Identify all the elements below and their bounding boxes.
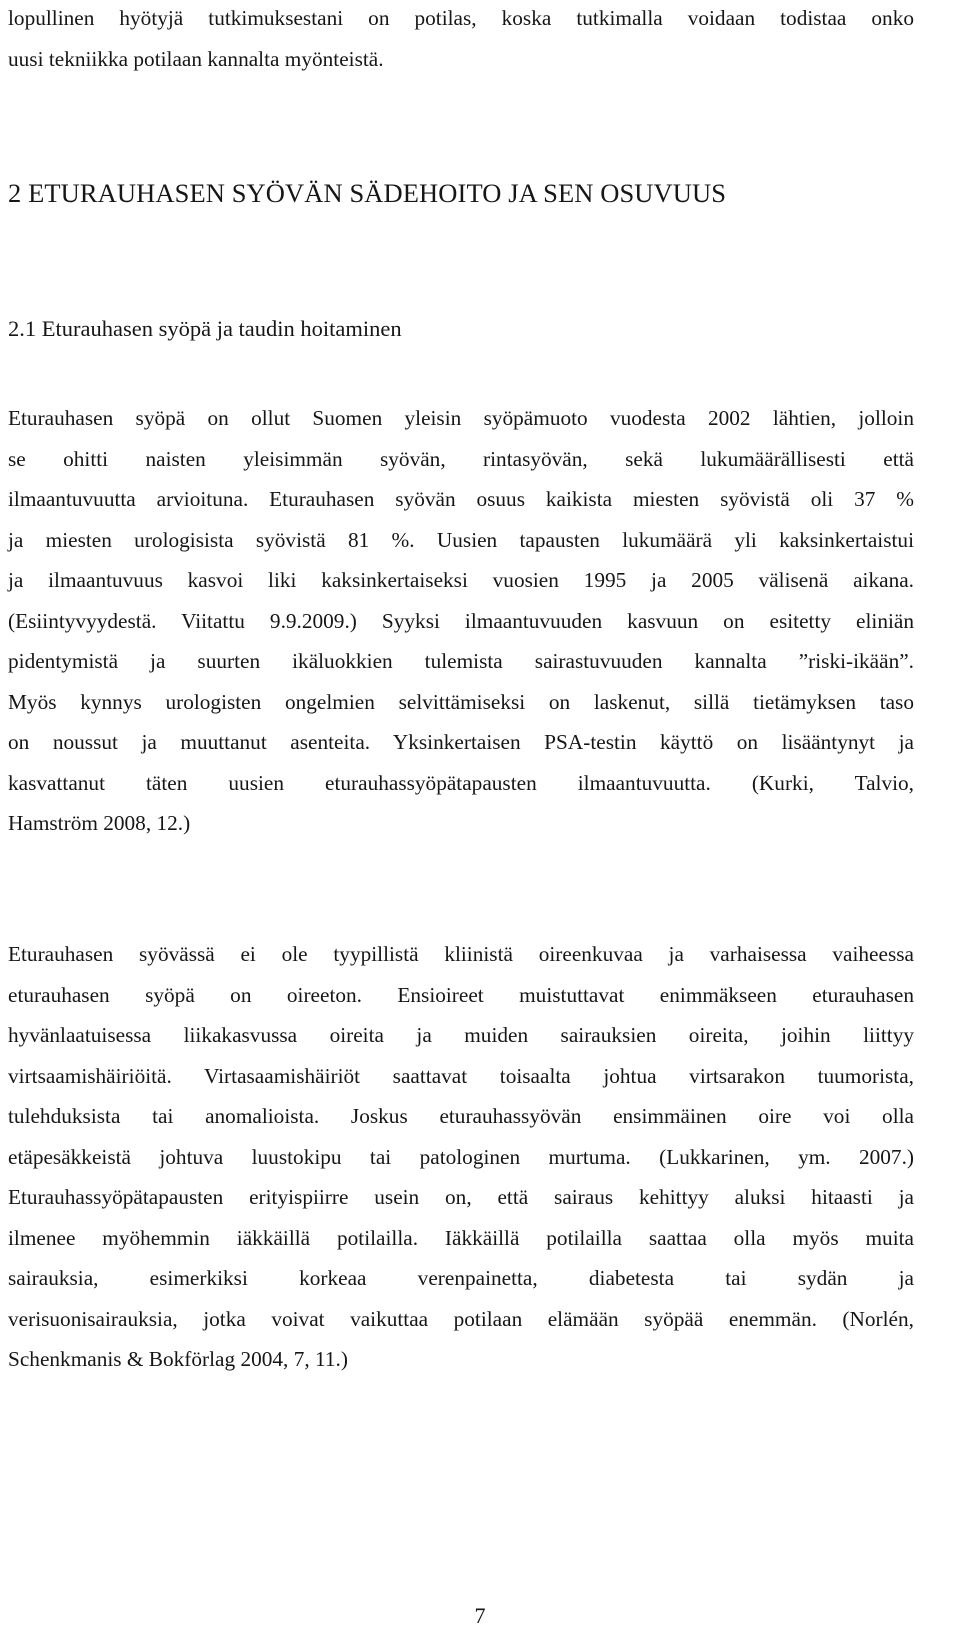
text-line: ilmaantuvuutta arvioituna. Eturauhasen syövän osuus kaikista miesten syövistä oli 37 %	[8, 487, 914, 511]
body-paragraph-2	[8, 934, 914, 1380]
text-line: Eturauhassyöpätapausten erityispiirre usein on, että sairaus kehittyy aluksi hitaasti ja	[8, 1185, 914, 1209]
text-line: eturauhasen syöpä on oireeton. Ensioireet muistuttavat enimmäkseen eturauhasen	[8, 982, 914, 1007]
text-line: Schenkmanis & Bokförlag 2004, 7, 11.)	[8, 1347, 348, 1371]
text-line: Hamström 2008, 12.)	[8, 811, 191, 835]
text-line: kasvattanut täten uusien eturauhassyöpätapausten ilmaantuvuutta. (Kurki, Talvio,	[8, 770, 914, 795]
text-line: Myös kynnys urologisten ongelmien selvittämiseksi on laskenut, sillä tietämyksen taso	[8, 689, 914, 714]
text-line: verisuonisairauksia, jotka voivat vaikuttaa potilaan elämään syöpää enemmän. (Norlén,	[8, 1306, 914, 1331]
text-line: lopullinen hyötyjä tutkimuksestani on potilas, koska tutkimalla voidaan todistaa onko	[8, 6, 914, 30]
text-line: se ohitti naisten yleisimmän syövän, rintasyövän, sekä lukumäärällisesti että	[8, 446, 914, 471]
text-line: ilmenee myöhemmin iäkkäillä potilailla. Iäkkäillä potilailla saattaa olla myös muita	[8, 1225, 914, 1250]
text-line: uusi tekniikka potilaan kannalta myönteistä.	[8, 46, 384, 71]
text-line: virtsaamishäiriöitä. Virtasaamishäiriöt saattavat toisaalta johtua virtsarakon tuumorista,	[8, 1063, 914, 1088]
text-line: ja miesten urologisista syövistä 81 %. Uusien tapausten lukumäärä yli kaksinkertaistui	[8, 527, 914, 552]
page-number: 7	[474, 1603, 486, 1628]
text-line: on noussut ja muuttanut asenteita. Yksinkertaisen PSA-testin käyttö on lisääntynyt ja	[8, 730, 914, 754]
text-line: etäpesäkkeistä johtuva luustokipu tai patologinen murtuma. (Lukkarinen, ym. 2007.)	[8, 1144, 914, 1169]
text-line: Eturauhasen syövässä ei ole tyypillistä kliinistä oireenkuvaa ja varhaisessa vaiheessa	[8, 942, 914, 966]
text-line: tulehduksista tai anomalioista. Joskus eturauhassyövän ensimmäinen oire voi olla	[8, 1104, 914, 1128]
text-line: pidentymistä ja suurten ikäluokkien tulemista sairastuvuuden kannalta ”riski-ikään”.	[8, 649, 914, 673]
intro-paragraph	[8, 0, 914, 79]
subsection-heading: 2.1 Eturauhasen syöpä ja taudin hoitaminen	[8, 316, 402, 341]
body-paragraph-1	[8, 398, 914, 844]
section-heading: 2 ETURAUHASEN SYÖVÄN SÄDEHOITO JA SEN OSUVUUS	[8, 178, 727, 208]
text-line: hyvänlaatuisessa liikakasvussa oireita ja muiden sairauksien oireita, joihin liittyy	[8, 1023, 914, 1047]
text-line: sairauksia, esimerkiksi korkeaa verenpainetta, diabetesta tai sydän ja	[8, 1266, 914, 1290]
text-line: (Esiintyvyydestä. Viitattu 9.9.2009.) Syyksi ilmaantuvuuden kasvuun on esitetty eliniän	[8, 608, 914, 633]
text-line: Eturauhasen syöpä on ollut Suomen yleisin syöpämuoto vuodesta 2002 lähtien, jolloin	[8, 406, 914, 430]
text-line: ja ilmaantuvuus kasvoi liki kaksinkertaiseksi vuosien 1995 ja 2005 välisenä aikana.	[8, 568, 914, 592]
